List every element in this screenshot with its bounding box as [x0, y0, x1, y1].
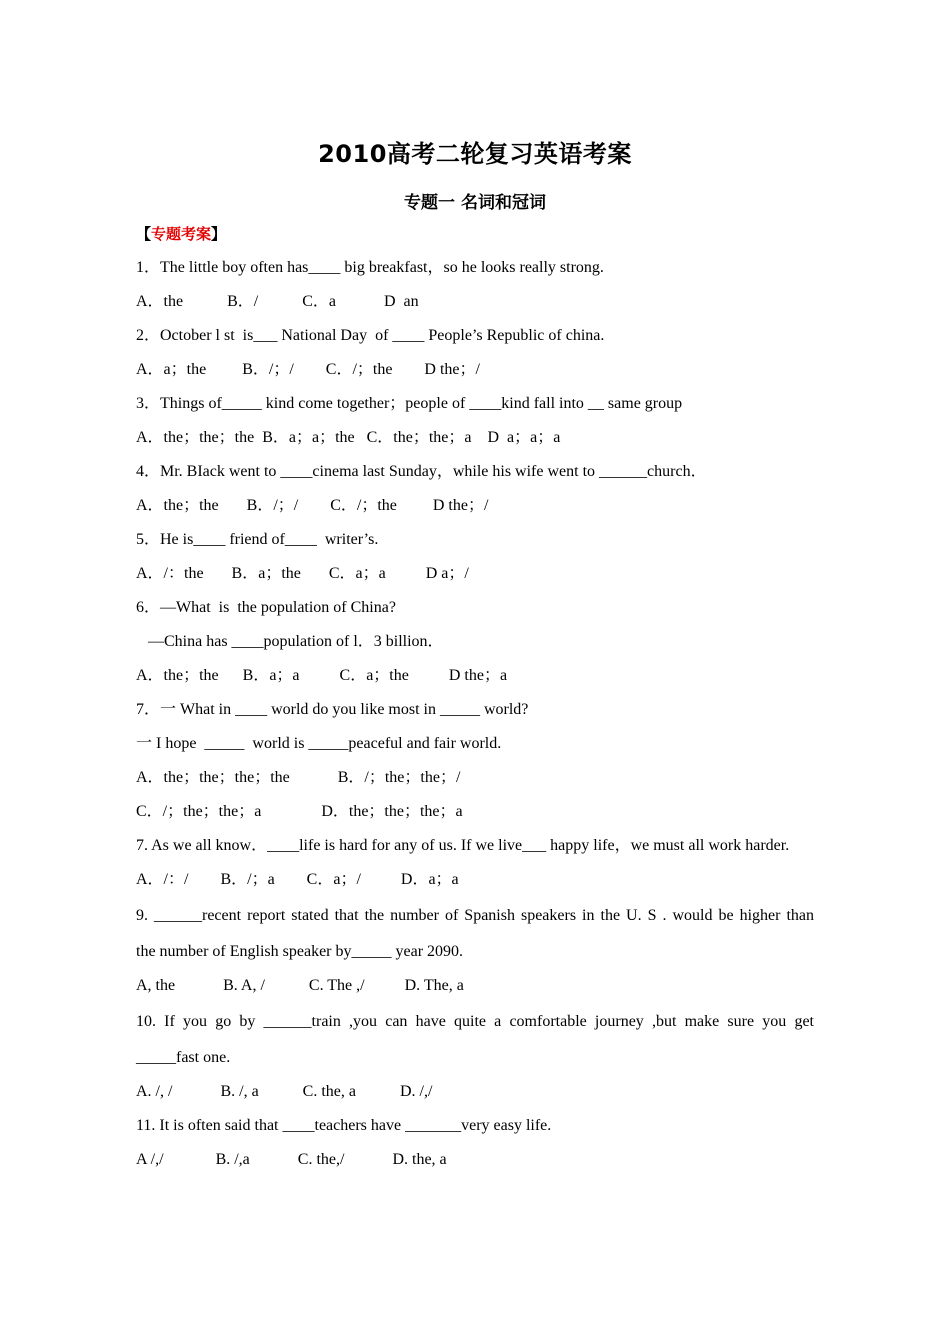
document-subtitle: 专题一 名词和冠词 — [404, 193, 546, 213]
question-6-reply: —China has ____population of l．3 billion． — [136, 633, 444, 650]
question-10: 10. If you go by ______train ,you can have quite a comfortable journey ,but make sure you get — [136, 1013, 814, 1030]
options-7a-row2: C．/；the；the；a D．the；the；the；a — [136, 803, 463, 820]
options-4: A．the；the B．/；/ C．/；the D the；/ — [136, 497, 489, 514]
section-header — [136, 224, 226, 244]
question-1: 1．The little boy often has____ big breakfast，so he looks really strong. — [136, 259, 604, 276]
question-10-cont: _____fast one. — [136, 1049, 231, 1066]
options-10: A. /, / B. /, a C. the, a D. /,/ — [136, 1083, 433, 1100]
section-label: 专题考案 — [151, 225, 212, 243]
options-2: A．a；the B．/；/ C．/；the D the；/ — [136, 361, 480, 378]
question-5: 5．He is____ friend of____ writer’s. — [136, 531, 379, 548]
options-9: A, the B. A, / C. The ,/ D. The, a — [136, 977, 464, 994]
options-11: A /,/ B. /,a C. the,/ D. the, a — [136, 1151, 447, 1168]
question-2: 2．October l st is___ National Day of ____ People’s Republic of china. — [136, 327, 605, 344]
options-7a-row1: A．the；the；the；the B．/；the；the；/ — [136, 769, 461, 786]
section-bracket-close: 】 — [211, 225, 227, 243]
options-3: A．the；the；the B．a；a；the C．the；the；a D a；a；a — [136, 429, 561, 446]
section-bracket-open: 【 — [136, 225, 152, 243]
options-5: A．/：the B．a；the C．a；a D a；/ — [136, 565, 469, 582]
question-3: 3．Things of_____ kind come together；people of ____kind fall into __ same group — [136, 395, 683, 412]
question-7a: 7．一 What in ____ world do you like most in _____ world? — [136, 701, 529, 718]
question-6: 6．—What is the population of China? — [136, 599, 396, 616]
question-7a-reply: 一 I hope _____ world is _____peaceful and fair world. — [136, 735, 502, 752]
question-7b: 7. As we all know．____life is hard for any of us. If we live___ happy life，we must all work harder. — [136, 837, 790, 854]
options-1: A．the B．/ C．a D an — [136, 293, 419, 310]
question-9: 9. ______recent report stated that the number of Spanish speakers in the U. S . would be higher than — [136, 907, 814, 924]
question-4: 4．Mr. BIack went to ____cinema last Sunday，while his wife went to ______church． — [136, 463, 707, 480]
question-11: 11. It is often said that ____teachers have _______very easy life. — [136, 1117, 552, 1134]
options-7b: A．/：/ B．/；a C．a；/ D．a；a — [136, 871, 459, 888]
options-6: A．the；the B．a；a C．a；the D the；a — [136, 667, 508, 684]
document-title: 2010高考二轮复习英语考案 — [318, 140, 632, 168]
question-9-cont: the number of English speaker by_____ year 2090. — [136, 943, 464, 960]
